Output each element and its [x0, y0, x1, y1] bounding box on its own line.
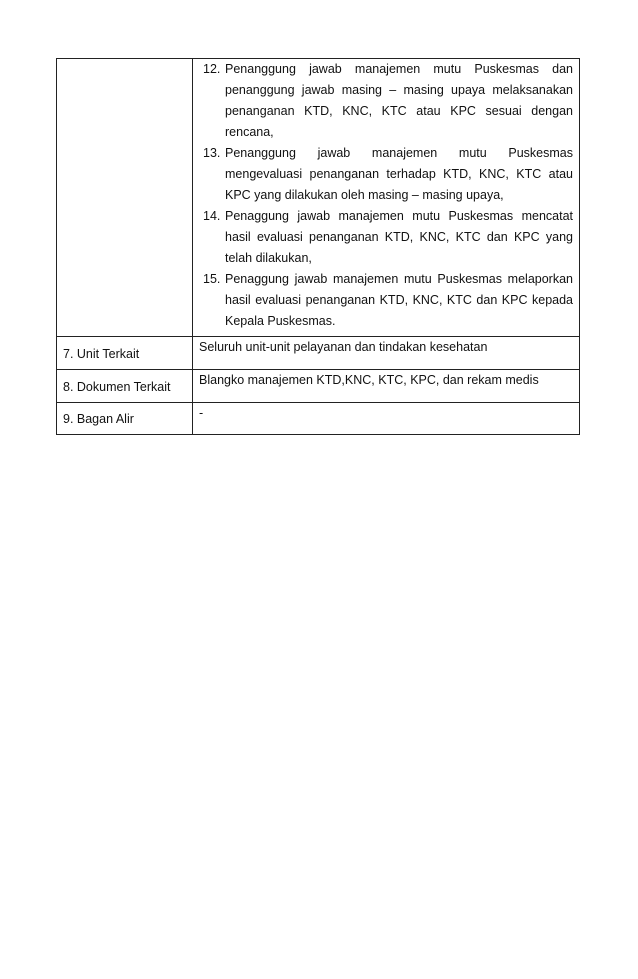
- step-text: Penaggung jawab manajemen mutu Puskesmas mencatat hasil evaluasi penanganan KTD, KNC, KTC dan KPC yang telah dilakukan,: [225, 209, 573, 265]
- dokumen-terkait-label: 8. Dokumen Terkait: [63, 380, 171, 394]
- step-text: Penanggung jawab manajemen mutu Puskesmas mengevaluasi penanganan terhadap KTD, KNC, KTC atau KPC yang dilakukan oleh masing – masing upaya,: [225, 146, 573, 202]
- step-number: 12.: [203, 62, 221, 76]
- step-text: Penanggung jawab manajemen mutu Puskesmas dan penanggung jawab masing – masing upaya melaksanakan penanganan KTD, KNC, KTC atau KPC sesuai dengan rencana,: [225, 62, 573, 139]
- bagan-alir-label-cell: [57, 403, 193, 435]
- bagan-alir-value: -: [199, 406, 204, 420]
- bagan-alir-label: 9. Bagan Alir: [63, 412, 134, 426]
- step-text: Penaggung jawab manajemen mutu Puskesmas melaporkan hasil evaluasi penanganan KTD, KNC, KTC dan KPC kepada Kepala Puskesmas.: [225, 272, 573, 328]
- procedure-step-13: [203, 143, 573, 206]
- step-number: 14.: [203, 209, 221, 223]
- procedure-label-cell: [57, 59, 193, 337]
- step-number: 13.: [203, 146, 221, 160]
- procedure-step-list: [193, 59, 579, 336]
- unit-terkait-label: 7. Unit Terkait: [63, 347, 140, 361]
- procedure-step-12: [203, 59, 573, 143]
- dokumen-terkait-label-cell: [57, 370, 193, 403]
- procedure-step-14: [203, 206, 573, 269]
- procedure-step-15: [203, 269, 573, 332]
- bagan-alir-value-cell: [193, 403, 580, 435]
- unit-terkait-value-cell: [193, 337, 580, 370]
- bagan-alir-row: [57, 403, 580, 435]
- dokumen-terkait-row: [57, 370, 580, 403]
- sop-table: [56, 58, 580, 435]
- unit-terkait-row: [57, 337, 580, 370]
- unit-terkait-label-cell: [57, 337, 193, 370]
- step-number: 15.: [203, 272, 221, 286]
- dokumen-terkait-value: Blangko manajemen KTD,KNC, KTC, KPC, dan rekam medis: [199, 373, 539, 387]
- procedure-steps-cell: [193, 59, 580, 337]
- procedure-steps-row: [57, 59, 580, 337]
- dokumen-terkait-value-cell: [193, 370, 580, 403]
- unit-terkait-value: Seluruh unit-unit pelayanan dan tindakan kesehatan: [199, 340, 488, 354]
